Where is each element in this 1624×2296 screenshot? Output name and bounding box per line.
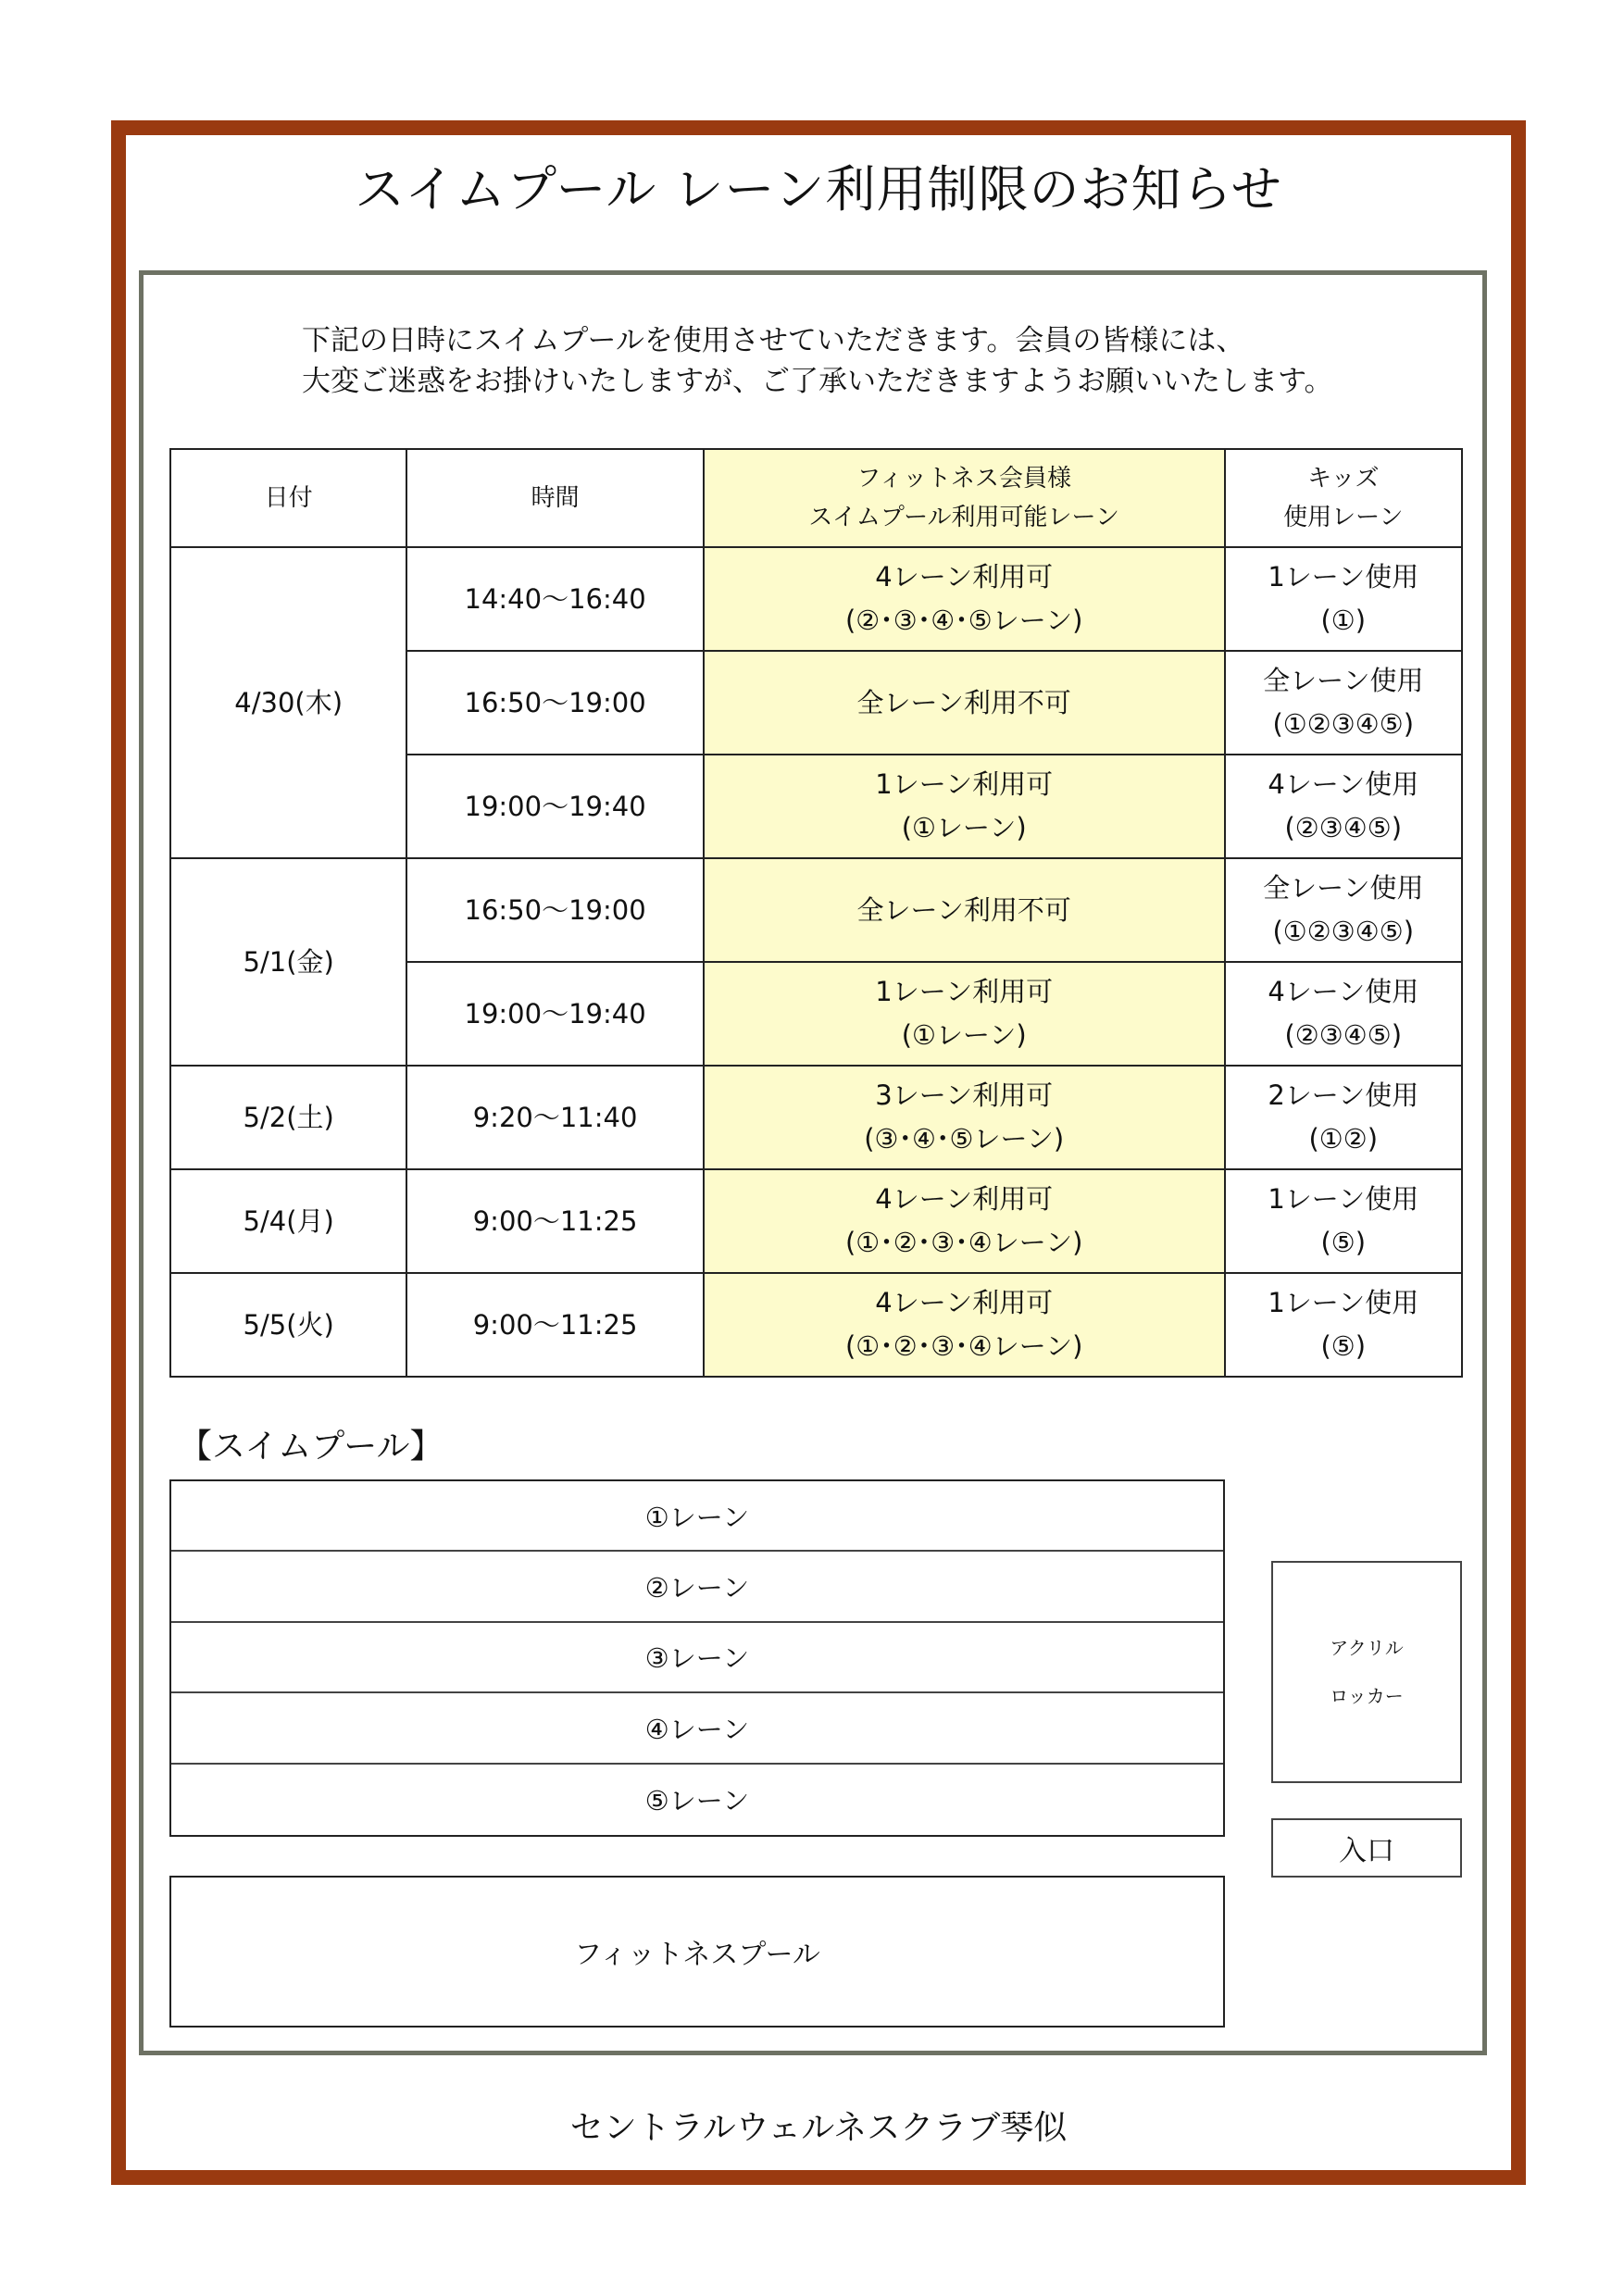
header-kids-line-2: 使用レーン [1283,504,1404,531]
date-cell: 5/4(月) [170,1169,406,1273]
kids-lanes: (①②③④⑤) [1272,708,1415,740]
kids-lanes: (①②) [1308,1123,1379,1154]
header-date: 日付 [170,449,406,547]
date-cell: 5/2(土) [170,1066,406,1169]
table-row [170,858,1462,962]
lane-5: ⑤レーン [644,1785,750,1817]
fitness-cell [704,1169,1225,1273]
kids-cell [1225,962,1462,1066]
fitness-cell [704,651,1225,755]
kids-status: 1レーン使用 [1268,561,1419,593]
header-fitness [704,449,1225,547]
swim-pool-lanes [169,1479,1225,1837]
time-cell: 19:00～19:40 [406,755,703,858]
fitness-lanes: (①･②･③･④レーン) [844,1330,1083,1362]
fitness-lanes: (①･②･③･④レーン) [844,1227,1083,1258]
header-time: 時間 [406,449,703,547]
kids-lanes: (⑤) [1320,1330,1367,1362]
kids-lanes: (①②③④⑤) [1272,916,1415,947]
header-fitness-line-2: スイムプール利用可能レーン [808,504,1120,531]
lane-1: ①レーン [171,1481,1223,1552]
kids-cell [1225,651,1462,755]
lane-2: ②レーン [171,1552,1223,1622]
table-row [170,1169,1462,1273]
kids-lanes: (②③④⑤) [1284,812,1403,843]
kids-status: 4レーン使用 [1268,976,1419,1007]
kids-cell [1225,755,1462,858]
table-row [170,1066,1462,1169]
fitness-cell [704,962,1225,1066]
fitness-status: 全レーン利用不可 [856,893,1071,926]
table-row [170,1273,1462,1377]
table-row [170,547,1462,651]
lane-4: ④レーン [171,1693,1223,1764]
fitness-lanes: (②･③･④･⑤レーン) [844,605,1083,636]
locker-label-1: アクリル [1330,1637,1404,1659]
time-cell: 16:50～19:00 [406,651,703,755]
fitness-status: 3レーン利用可 [875,1079,1054,1111]
fitness-status: 全レーン利用不可 [856,686,1071,718]
date-cell: 5/5(火) [170,1273,406,1377]
intro-line-2: 大変ご迷惑をお掛けいたしますが、ご了承いただきますようお願いいたします。 [302,365,1333,398]
date-cell: 4/30(木) [170,547,406,858]
header-fitness-line-1: フィットネス会員様 [856,465,1072,493]
fitness-cell [704,1066,1225,1169]
entrance: 入口 [1271,1818,1462,1878]
kids-status: 1レーン使用 [1268,1183,1419,1215]
schedule-table [169,448,1463,1378]
intro-text [302,320,1413,402]
fitness-status: 1レーン利用可 [875,976,1054,1007]
intro-line-1: 下記の日時にスイムプールを使用させていただきます。会員の皆様には、 [302,324,1245,357]
fitness-status: 4レーン利用可 [875,1183,1054,1215]
lane-3: ③レーン [171,1623,1223,1693]
kids-cell [1225,1066,1462,1169]
fitness-pool: フィットネスプール [169,1876,1225,2028]
time-cell: 9:00～11:25 [406,1169,703,1273]
fitness-lanes: (①レーン) [901,1019,1027,1051]
header-kids [1225,449,1462,547]
fitness-lanes: (①レーン) [901,812,1027,843]
fitness-status: 4レーン利用可 [875,561,1054,593]
time-cell: 14:40～16:40 [406,547,703,651]
kids-cell [1225,547,1462,651]
pool-diagram-heading: 【スイムプール】 [179,1428,443,1466]
kids-status: 4レーン使用 [1268,768,1419,800]
time-cell: 9:20～11:40 [406,1066,703,1169]
fitness-cell [704,858,1225,962]
club-name-footer: セントラルウェルネスクラブ琴似 [569,2109,1068,2147]
fitness-cell [704,755,1225,858]
acrylic-locker [1271,1561,1462,1783]
fitness-cell [704,1273,1225,1377]
kids-cell [1225,858,1462,962]
time-cell: 19:00～19:40 [406,962,703,1066]
fitness-status: 4レーン利用可 [875,1287,1054,1318]
table-header-row [170,449,1462,547]
kids-lanes: (⑤) [1320,1227,1367,1258]
date-cell: 5/1(金) [170,858,406,1066]
kids-status: 全レーン使用 [1263,872,1424,904]
time-cell: 9:00～11:25 [406,1273,703,1377]
kids-cell [1225,1169,1462,1273]
kids-status: 2レーン使用 [1268,1079,1419,1111]
kids-lanes: (①) [1320,605,1367,636]
fitness-status: 1レーン利用可 [875,768,1054,800]
locker-label-2: ロッカー [1330,1685,1404,1707]
kids-status: 全レーン使用 [1263,665,1424,696]
fitness-cell [704,547,1225,651]
time-cell: 16:50～19:00 [406,858,703,962]
kids-cell [1225,1273,1462,1377]
header-kids-line-1: キッズ [1307,465,1380,493]
kids-lanes: (②③④⑤) [1284,1019,1403,1051]
page-title: スイムプール レーン利用制限のお知らせ [355,160,1282,218]
fitness-lanes: (③･④･⑤レーン) [864,1123,1065,1154]
kids-status: 1レーン使用 [1268,1287,1419,1318]
